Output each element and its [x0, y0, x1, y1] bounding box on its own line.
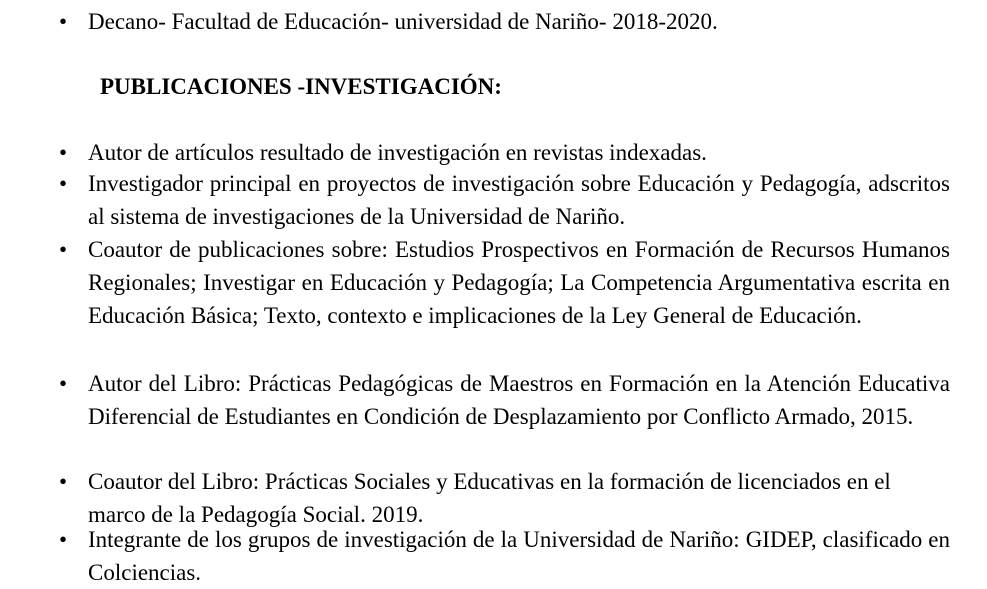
bullet-icon: •: [58, 527, 68, 552]
list-item-text: Autor de artículos resultado de investigación en revistas indexadas.: [88, 140, 707, 165]
bullet-icon: •: [58, 469, 68, 494]
list-item-text: Decano- Facultad de Educación- universidad de Nariño- 2018-2020.: [88, 9, 718, 34]
list-item: [58, 136, 950, 169]
list-item-text: Investigador principal en proyectos de investigación sobre Educación y Pedagogía, adscritos al sistema de investigaciones de la Universidad de Nariño.: [88, 171, 950, 229]
list-item: [58, 523, 950, 589]
list-item-text: Autor del Libro: Prácticas Pedagógicas de Maestros en Formación en la Atención Educativa Diferencial de Estudiantes en Condición de Desplazamiento por Conflicto Armado, 2015.: [88, 371, 950, 429]
list-item-text: Coautor del Libro: Prácticas Sociales y Educativas en la formación de licenciados en el marco de la Pedagogía Social. 2019.: [88, 469, 891, 527]
bullet-icon: •: [58, 140, 68, 165]
list-item: [58, 167, 950, 233]
list-item-text: Integrante de los grupos de investigación de la Universidad de Nariño: GIDEP, clasificado en Colciencias.: [88, 527, 950, 585]
bullet-icon: •: [58, 171, 68, 196]
list-item: [58, 367, 950, 433]
bullet-icon: •: [58, 9, 68, 34]
bullet-icon: •: [58, 237, 68, 262]
list-item: [58, 5, 950, 38]
list-item: [58, 233, 950, 332]
list-item-text: Coautor de publicaciones sobre: Estudios Prospectivos en Formación de Recursos Humanos Regionales; Investigar en Educación y Pedagogía; La Competencia Argumentativa escrita en Educación Básica; Texto, contexto e implicaciones de la Ley General de Educación.: [88, 237, 950, 328]
list-item: [58, 465, 938, 531]
section-heading: PUBLICACIONES -INVESTIGACIÓN:: [100, 74, 502, 99]
bullet-icon: •: [58, 371, 68, 396]
